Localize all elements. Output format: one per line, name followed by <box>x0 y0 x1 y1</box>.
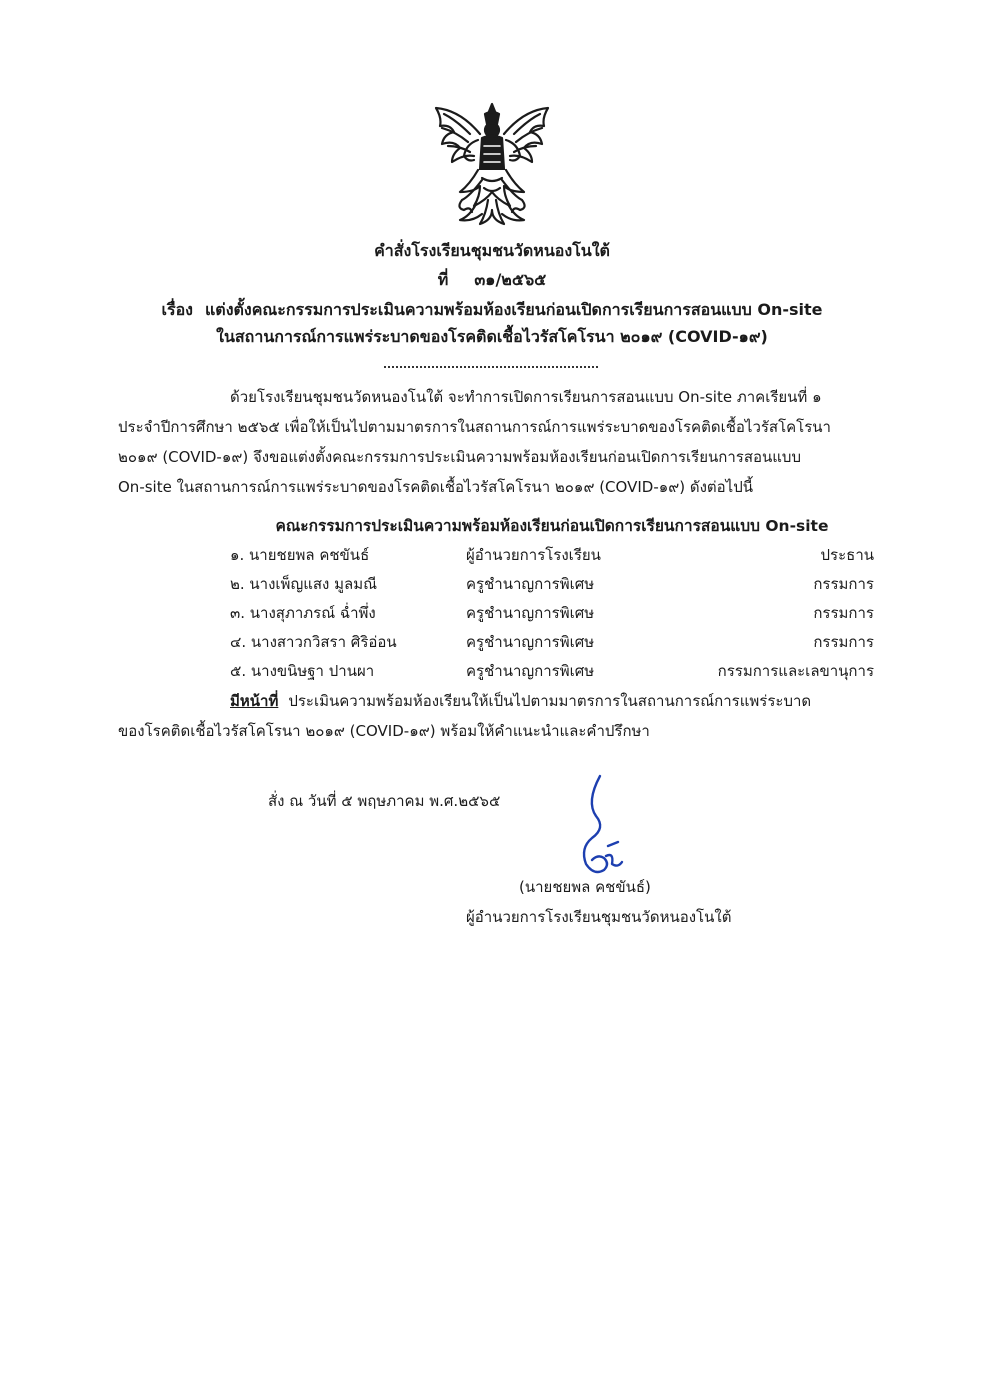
signer-title: ผู้อำนวยการโรงเรียนชุมชนวัดหนองโนใต้ <box>466 908 732 926</box>
committee-heading: คณะกรรมการประเมินความพร้อมห้องเรียนก่อนเปิดการเรียนการสอนแบบ On-site <box>275 517 829 535</box>
member-name: ๓. นางสุภาภรณ์ ฉ่ำพึ่ง <box>230 604 376 622</box>
order-number-label: ที่ <box>437 270 449 289</box>
member-position: ครูชำนาญการพิเศษ <box>466 604 595 622</box>
signer-name: (นายชยพล คชขันธ์) <box>519 878 651 896</box>
committee-member-row <box>0 631 984 655</box>
member-position: ครูชำนาญการพิเศษ <box>466 575 595 593</box>
subject-label: เรื่อง <box>161 300 193 319</box>
duty-line-1 <box>230 690 811 712</box>
subject-line-1 <box>0 299 984 321</box>
member-name: ๕. นางขนิษฐา ปานผา <box>230 662 375 680</box>
member-role: กรรมการและเลขานุการ <box>717 662 874 680</box>
member-role: กรรมการ <box>813 633 874 651</box>
garuda-emblem-icon <box>430 100 554 228</box>
committee-member-row <box>0 660 984 684</box>
order-number: ๓๑/๒๕๖๕ <box>474 270 547 289</box>
member-position: ครูชำนาญการพิเศษ <box>466 633 595 651</box>
subject-text-1: แต่งตั้งคณะกรรมการประเมินความพร้อมห้องเรียนก่อนเปิดการเรียนการสอนแบบ On-site <box>204 300 823 319</box>
body-line-4: On-site ในสถานการณ์การแพร่ระบาดของโรคติดเชื้อไวรัสโคโรนา ๒๐๑๙ (COVID-๑๙) ดังต่อไปนี้ <box>118 478 753 496</box>
member-position: ครูชำนาญการพิเศษ <box>466 662 595 680</box>
committee-member-row <box>0 544 984 568</box>
member-role: กรรมการ <box>813 604 874 622</box>
document-title: คำสั่งโรงเรียนชุมชนวัดหนองโนใต้ <box>374 241 610 260</box>
member-role: กรรมการ <box>813 575 874 593</box>
member-name: ๔. นางสาวกวิสรา ศิริอ่อน <box>230 633 397 651</box>
member-name: ๑. นายชยพล คชขันธ์ <box>230 546 370 564</box>
committee-member-row <box>0 573 984 597</box>
subject-line-2: ในสถานการณ์การแพร่ระบาดของโรคติดเชื้อไวรัสโคโรนา ๒๐๑๙ (COVID-๑๙) <box>216 327 768 346</box>
body-line-2: ประจำปีการศึกษา ๒๕๖๕ เพื่อให้เป็นไปตามมาตรการในสถานการณ์การแพร่ระบาดของโรคติดเชื้อไวรัสโคโรนา <box>118 418 831 436</box>
duty-text-1: ประเมินความพร้อมห้องเรียนให้เป็นไปตามมาตรการในสถานการณ์การแพร่ระบาด <box>288 692 812 710</box>
body-line-3: ๒๐๑๙ (COVID-๑๙) จึงขอแต่งตั้งคณะกรรมการประเมินความพร้อมห้องเรียนก่อนเปิดการเรียนการสอนแบบ <box>118 448 801 466</box>
duty-label: มีหน้าที่ <box>230 692 279 710</box>
member-position: ผู้อำนวยการโรงเรียน <box>466 546 601 564</box>
body-line-1: ด้วยโรงเรียนชุมชนวัดหนองโนใต้ จะทำการเปิดการเรียนการสอนแบบ On-site ภาคเรียนที่ ๑ <box>230 388 822 406</box>
order-number-line <box>0 269 984 291</box>
order-date: สั่ง ณ วันที่ ๕ พฤษภาคม พ.ศ.๒๕๖๕ <box>268 792 501 810</box>
member-name: ๒. นางเพ็ญแสง มูลมณี <box>230 575 378 593</box>
duty-line-2: ของโรคติดเชื้อไวรัสโคโรนา ๒๐๑๙ (COVID-๑๙) พร้อมให้คำแนะนำและคำปรึกษา <box>118 722 650 740</box>
handwritten-signature-icon <box>556 772 636 882</box>
committee-member-row <box>0 602 984 626</box>
separator-dots <box>384 366 598 368</box>
member-role: ประธาน <box>820 546 874 564</box>
